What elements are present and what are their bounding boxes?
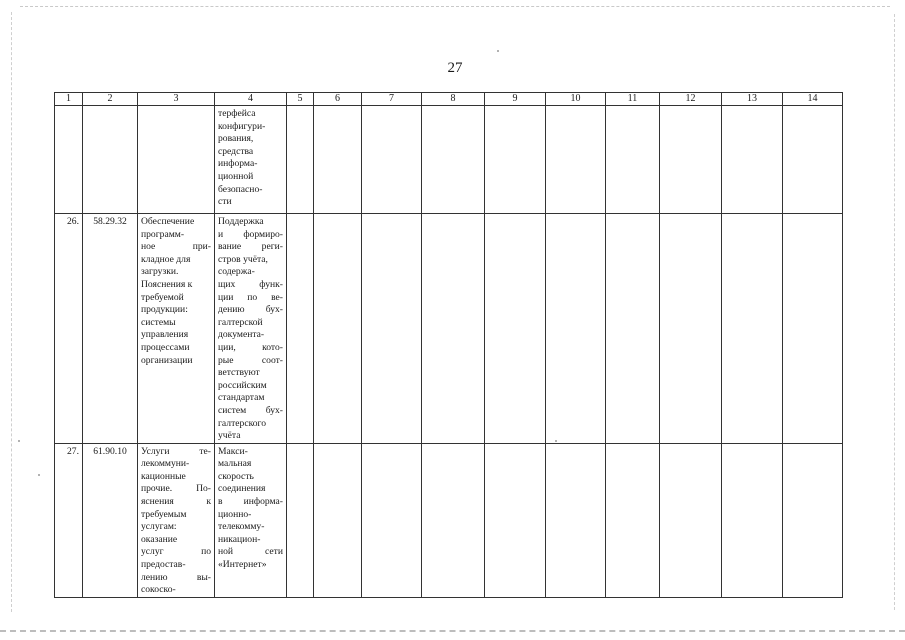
header-cell: 9 bbox=[485, 93, 546, 106]
cell-line: Поддержка bbox=[218, 216, 264, 227]
cell-line: лекоммуни- bbox=[141, 458, 190, 470]
table-cell bbox=[546, 106, 606, 214]
cell-line: сти bbox=[218, 196, 232, 208]
header-cell: 6 bbox=[314, 93, 362, 106]
cell-line: рования, bbox=[218, 133, 254, 145]
table-cell bbox=[606, 443, 660, 597]
cell-line: ции, кото- bbox=[218, 341, 283, 353]
cell-line: никацион- bbox=[218, 533, 261, 545]
table-cell bbox=[546, 443, 606, 597]
table-cell bbox=[138, 106, 215, 214]
table-cell bbox=[722, 443, 783, 597]
header-cell: 8 bbox=[422, 93, 485, 106]
table-cell bbox=[660, 214, 722, 444]
cell-line: загрузки. bbox=[141, 266, 179, 278]
cell-line: требуемой bbox=[141, 291, 184, 303]
cell-line: предостав- bbox=[141, 559, 186, 571]
cell-line: учёта bbox=[218, 430, 241, 442]
cell-line: требуемым bbox=[141, 508, 187, 520]
table-cell bbox=[722, 214, 783, 444]
header-cell: 14 bbox=[783, 93, 843, 106]
table-cell bbox=[485, 214, 546, 444]
cell-line: ное при- bbox=[141, 241, 211, 253]
table-cell bbox=[660, 443, 722, 597]
table-cell bbox=[314, 106, 362, 214]
cell-line: рые соот- bbox=[218, 354, 283, 366]
table-cell bbox=[722, 106, 783, 214]
table-cell bbox=[422, 443, 485, 597]
scan-speck bbox=[18, 440, 20, 442]
cell-line: информа- bbox=[218, 158, 258, 170]
data-table bbox=[54, 92, 843, 598]
cell-line: российским bbox=[218, 379, 267, 391]
cell-line: дению бух- bbox=[218, 304, 283, 316]
header-cell: 12 bbox=[660, 93, 722, 106]
table-cell bbox=[422, 106, 485, 214]
cell-line: щих функ- bbox=[218, 278, 283, 290]
table-cell bbox=[362, 443, 422, 597]
cell-line: услугам: bbox=[141, 521, 177, 533]
cell-line: в информа- bbox=[218, 496, 283, 508]
cell-line: Услуги те- bbox=[141, 445, 211, 457]
characteristic-cell bbox=[215, 106, 287, 214]
header-cell: 5 bbox=[287, 93, 314, 106]
cell-line: и формиро- bbox=[218, 228, 283, 240]
table-cell bbox=[83, 106, 138, 214]
cell-line: сокоско- bbox=[141, 584, 176, 596]
scan-speck bbox=[38, 474, 40, 476]
scan-edge-bottom bbox=[0, 630, 905, 632]
header-cell: 3 bbox=[138, 93, 215, 106]
table-cell bbox=[660, 106, 722, 214]
cell-line: Макси- bbox=[218, 445, 248, 457]
characteristic-cell bbox=[215, 214, 287, 444]
cell-line: галтерского bbox=[218, 417, 267, 429]
cell-line: вание реги- bbox=[218, 241, 283, 253]
cell-line: организации bbox=[141, 354, 193, 366]
cell-line: стандартам bbox=[218, 392, 265, 404]
scan-edge-top bbox=[20, 6, 890, 7]
scan-edge-left bbox=[11, 12, 12, 612]
header-cell: 2 bbox=[83, 93, 138, 106]
table-cell bbox=[485, 443, 546, 597]
scan-edge-right bbox=[894, 14, 895, 610]
cell-line: лению вы- bbox=[141, 571, 211, 583]
row-number: 27. bbox=[55, 443, 83, 597]
cell-line: Обеспечение bbox=[141, 216, 195, 227]
cell-line: конфигури- bbox=[218, 120, 266, 132]
cell-line: ционно- bbox=[218, 508, 252, 520]
okpd-code: 61.90.10 bbox=[83, 443, 138, 597]
okpd-code: 58.29.32 bbox=[83, 214, 138, 444]
table-row-continuation bbox=[55, 106, 843, 214]
cell-line: услуг по bbox=[141, 546, 211, 558]
row-number: 26. bbox=[55, 214, 83, 444]
table-cell bbox=[783, 214, 843, 444]
table-row bbox=[55, 214, 843, 444]
table-cell bbox=[287, 106, 314, 214]
table-cell bbox=[314, 214, 362, 444]
cell-line: кладное для bbox=[141, 253, 191, 265]
table-cell bbox=[546, 214, 606, 444]
cell-line: системы bbox=[141, 316, 176, 328]
characteristic-cell bbox=[215, 443, 287, 597]
cell-line: средства bbox=[218, 145, 254, 157]
table-cell bbox=[606, 106, 660, 214]
header-cell: 11 bbox=[606, 93, 660, 106]
cell-line: ной сети bbox=[218, 546, 283, 558]
cell-line: стров учёта, bbox=[218, 253, 268, 265]
cell-line: безопасно- bbox=[218, 183, 263, 195]
cell-line: яснения к bbox=[141, 496, 211, 508]
table-cell bbox=[422, 214, 485, 444]
table-cell bbox=[314, 443, 362, 597]
cell-line: телекомму- bbox=[218, 521, 265, 533]
cell-line: документа- bbox=[218, 329, 265, 341]
table-cell bbox=[485, 106, 546, 214]
header-cell: 10 bbox=[546, 93, 606, 106]
cell-line: ветствуют bbox=[218, 367, 260, 379]
product-name-cell bbox=[138, 443, 215, 597]
cell-line: процессами bbox=[141, 341, 190, 353]
cell-line: продукции: bbox=[141, 304, 188, 316]
table-cell bbox=[783, 443, 843, 597]
scan-speck bbox=[497, 50, 499, 52]
table-cell bbox=[606, 214, 660, 444]
table-cell bbox=[287, 214, 314, 444]
cell-line: содержа- bbox=[218, 266, 255, 278]
cell-line: скорость bbox=[218, 470, 254, 482]
cell-line: терфейса bbox=[218, 108, 256, 119]
cell-line: программ- bbox=[141, 228, 185, 240]
cell-line: управления bbox=[141, 329, 189, 341]
table-cell bbox=[362, 106, 422, 214]
table-row bbox=[55, 443, 843, 597]
cell-line: кационные bbox=[141, 470, 186, 482]
header-row bbox=[55, 93, 843, 106]
header-cell: 4 bbox=[215, 93, 287, 106]
cell-line: оказание bbox=[141, 533, 178, 545]
header-cell: 1 bbox=[55, 93, 83, 106]
table-cell bbox=[287, 443, 314, 597]
table-cell bbox=[55, 106, 83, 214]
page-number: 27 bbox=[447, 60, 463, 76]
cell-line: ции по ве- bbox=[218, 291, 283, 303]
cell-line: соединения bbox=[218, 483, 266, 495]
header-cell: 13 bbox=[722, 93, 783, 106]
cell-line: систем бух- bbox=[218, 404, 283, 416]
table-cell bbox=[362, 214, 422, 444]
header-cell: 7 bbox=[362, 93, 422, 106]
cell-line: ционной bbox=[218, 170, 254, 182]
cell-line: прочие. По- bbox=[141, 483, 211, 495]
table-cell bbox=[783, 106, 843, 214]
cell-line: Пояснения к bbox=[141, 278, 193, 290]
cell-line: «Интернет» bbox=[218, 559, 267, 571]
cell-line: галтерской bbox=[218, 316, 263, 328]
product-name-cell bbox=[138, 214, 215, 444]
cell-line: мальная bbox=[218, 458, 252, 470]
